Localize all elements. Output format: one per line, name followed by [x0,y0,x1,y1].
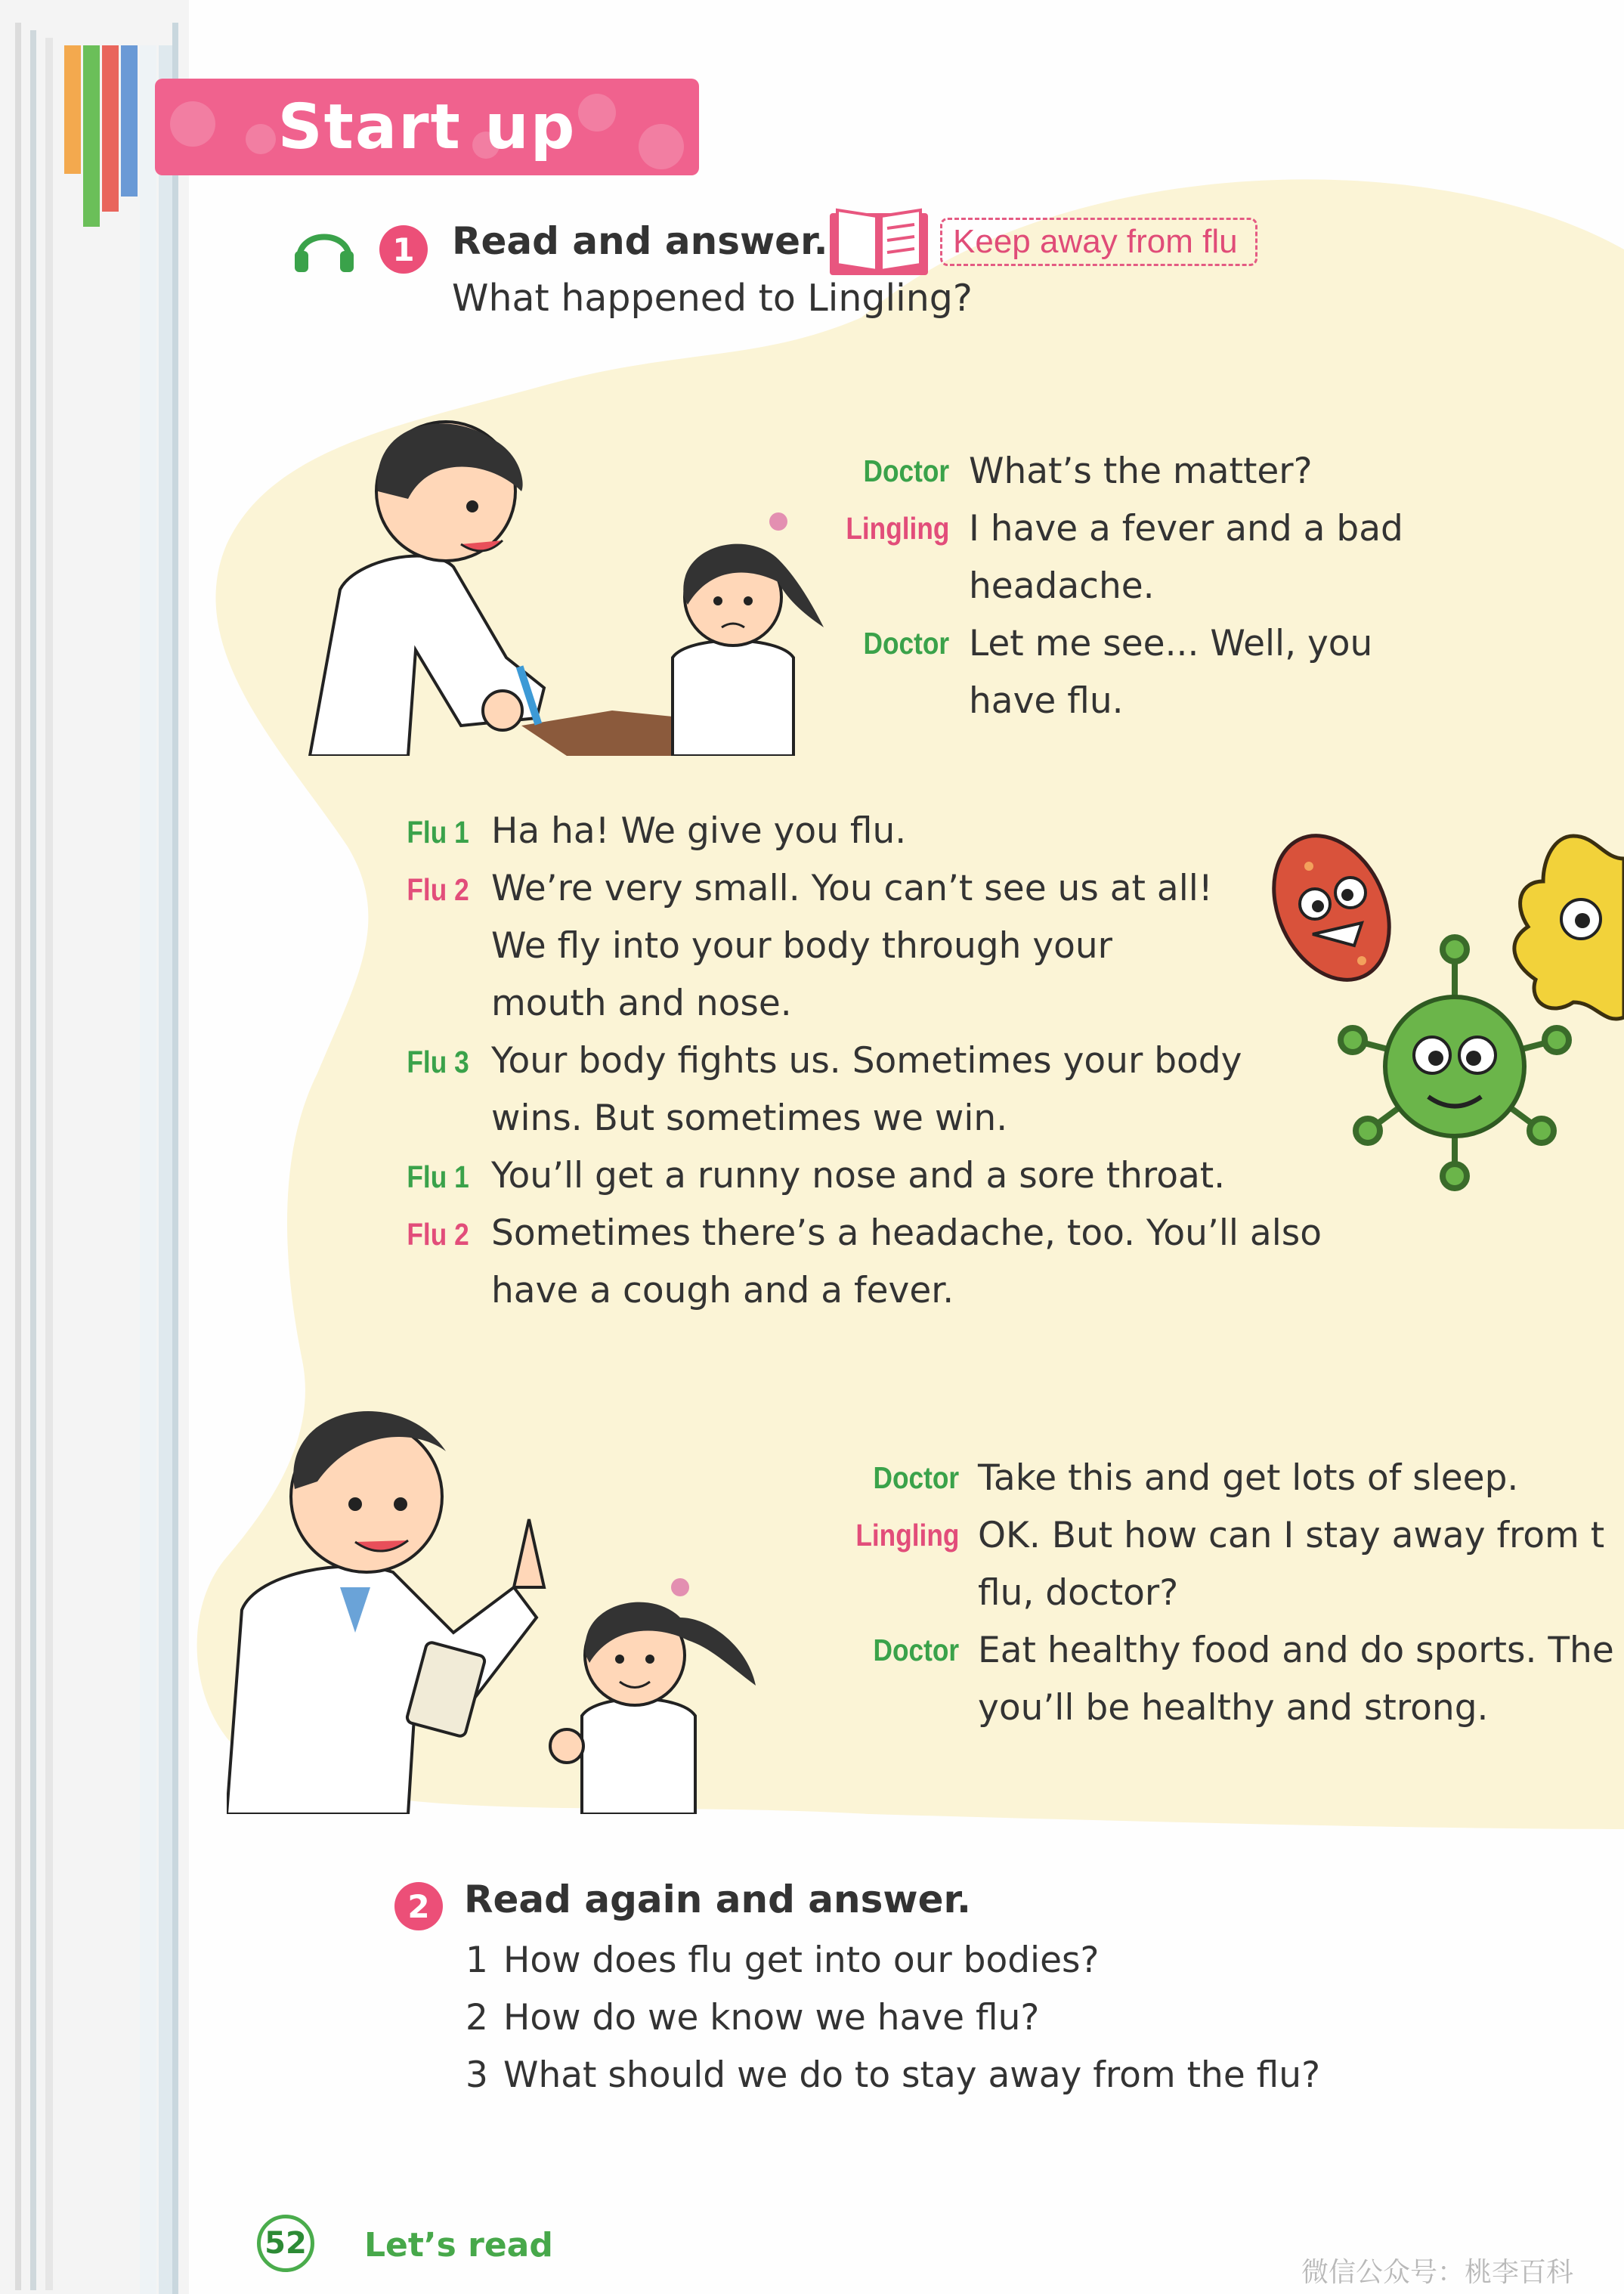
section-2-heading: Read again and answer. [464,1878,972,1921]
book-tag[interactable]: Keep away from flu [940,218,1257,266]
flu-speaker: Flu 2 [407,872,469,907]
question-number: 3 [466,2054,488,2096]
dialog2-speaker-doctor: Doctor [873,1633,959,1667]
headphones-icon[interactable] [293,219,355,274]
dialog1-speaker-lingling: Lingling [845,511,949,546]
flu-speaker: Flu 1 [407,1159,469,1194]
dialog1-line: I have a fever and a bad [969,508,1403,550]
flu-speaker: Flu 3 [407,1045,469,1079]
flu-line: We fly into your body through your [491,925,1112,967]
question-number: 2 [466,1997,488,2039]
dialog2-speaker-doctor: Doctor [873,1460,959,1495]
section-2-badge: 2 [394,1882,443,1930]
start-up-banner [155,79,699,175]
dialog1-line: have flu. [969,680,1124,722]
question-text: How do we know we have flu? [503,1997,1040,2039]
flu-line: have a cough and a fever. [491,1270,954,1311]
dialog1-speaker-doctor: Doctor [863,626,949,661]
flu-line: We’re very small. You can’t see us at all! [491,868,1213,909]
question-text: What should we do to stay away from the flu? [503,2054,1321,2096]
question-number: 1 [466,1940,488,1981]
section-1-badge: 1 [379,225,428,274]
flu-speaker: Flu 2 [407,1217,469,1252]
question-text: How does flu get into our bodies? [503,1940,1100,1981]
flu-line: mouth and nose. [491,983,792,1024]
dialog1-speaker-doctor: Doctor [863,454,949,488]
footer-title: Let’s read [364,2226,553,2265]
flu-line: Ha ha! We give you flu. [491,810,907,852]
book-icon [830,206,928,275]
watermark: 微信公众号：桃李百科 [1301,2257,1574,2288]
dialog2-line: flu, doctor? [978,1572,1179,1614]
doctor-lingling-illustration-2 [227,1361,771,1814]
dialog2-line: Take this and get lots of sleep. [978,1457,1519,1499]
flu-line: Your body fights us. Sometimes your body [491,1040,1242,1082]
dialog1-line: headache. [969,565,1155,607]
flu-line: wins. But sometimes we win. [491,1097,1008,1139]
flu-line: You’ll get a runny nose and a sore throat. [491,1155,1226,1197]
dialog2-speaker-lingling: Lingling [855,1518,959,1553]
section-1-question: What happened to Lingling? [452,277,973,320]
flu-line: Sometimes there’s a headache, too. You’ll also [491,1212,1322,1254]
dialog2-line: you’ll be healthy and strong. [978,1687,1489,1729]
page-number: 52 [257,2215,314,2272]
section-1-heading: Read and answer. [452,219,828,263]
banner-title: Start up [277,91,577,163]
dialog1-line: What’s the matter? [969,450,1313,492]
dialog2-line: OK. But how can I stay away from t [978,1515,1605,1556]
doctor-lingling-illustration-1 [295,408,839,756]
virus-green-icon [1338,934,1572,1191]
dialog1-line: Let me see... Well, you [969,623,1373,664]
flu-speaker: Flu 1 [407,815,469,850]
dialog2-line: Eat healthy food and do sports. The [978,1630,1614,1671]
